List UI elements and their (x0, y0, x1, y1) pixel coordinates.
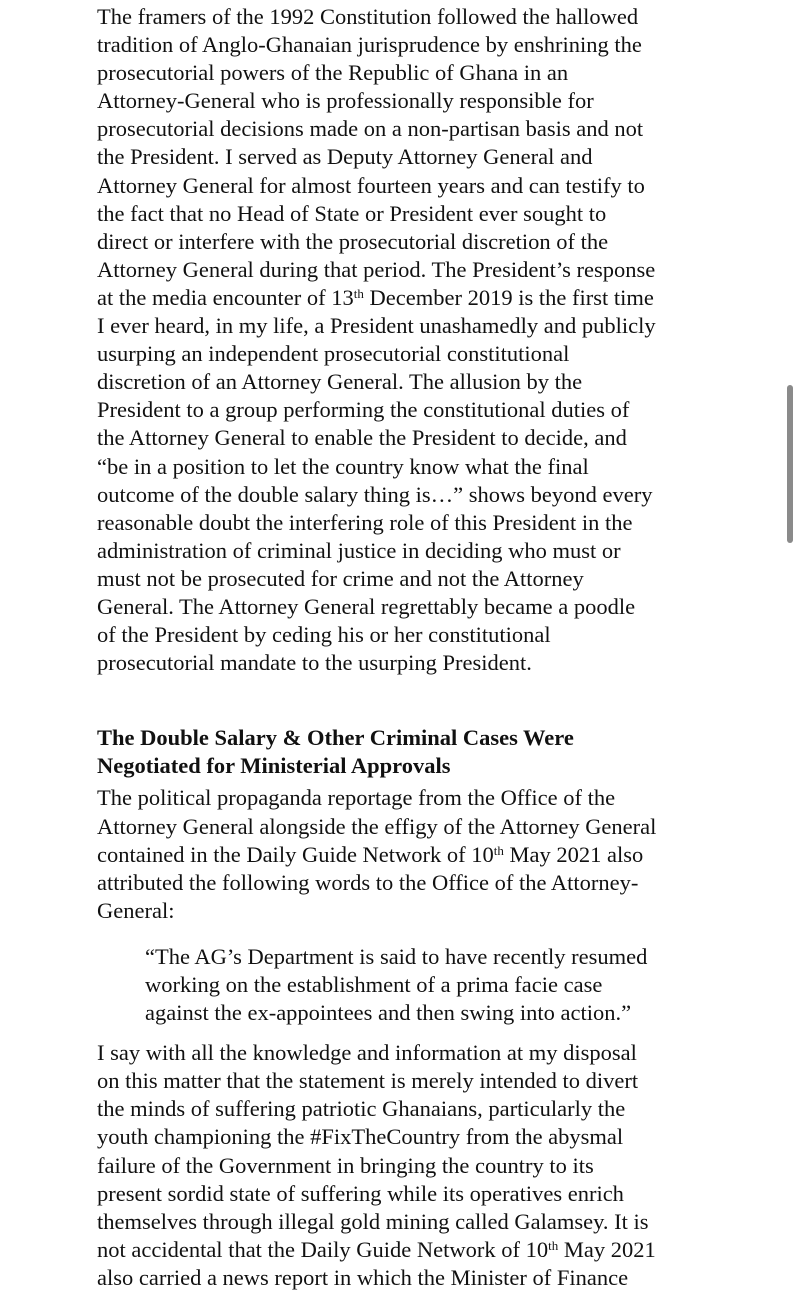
text-segment: I ever heard, in my life, a President unashamedly and publicly (97, 313, 656, 339)
text-line (97, 897, 757, 925)
text-segment: prosecutorial powers of the Republic of Ghana in an (97, 60, 569, 86)
text-line (97, 724, 757, 752)
text-segment: contained in the Daily Guide Network of 10 (97, 841, 494, 867)
text-segment: President to a group performing the constitutional duties of (97, 397, 630, 423)
text-segment: Attorney-General who is professionally responsible for (97, 88, 594, 114)
text-line (97, 87, 757, 115)
text-segment: themselves through illegal gold mining called Galamsey. It is (97, 1208, 649, 1234)
text-line (97, 424, 757, 452)
paragraph-fixthecountry (97, 1039, 757, 1292)
text-segment: Negotiated for Ministerial Approvals (97, 753, 451, 779)
text-line (97, 115, 757, 143)
text-segment: “be in a position to let the country know what the final (97, 453, 589, 479)
text-line (97, 813, 757, 841)
text-segment: Attorney General for almost fourteen years and can testify to (97, 172, 645, 198)
text-line (97, 537, 757, 565)
text-segment: the minds of suffering patriotic Ghanaians, particularly the (97, 1096, 626, 1122)
text-segment: working on the establishment of a prima facie case (145, 972, 603, 997)
text-line (97, 1180, 757, 1208)
text-segment: tradition of Anglo-Ghanaian jurisprudence by enshrining the (97, 32, 642, 58)
text-segment: reasonable doubt the interfering role of this President in the (97, 509, 633, 535)
text-segment: present sordid state of suffering while its operatives enrich (97, 1180, 624, 1206)
text-line (97, 172, 757, 200)
text-line (145, 943, 757, 971)
text-line (97, 784, 757, 812)
text-line (97, 1264, 757, 1292)
section-heading (97, 724, 757, 780)
text-segment: outcome of the double salary thing is…” shows beyond every (97, 481, 653, 507)
text-segment: at the media encounter of 13 (97, 284, 354, 310)
text-segment: December 2019 is the first time (363, 284, 654, 310)
text-segment: the President. I served as Deputy Attorney General and (97, 144, 593, 170)
text-line (97, 649, 757, 677)
paragraph-propaganda (97, 784, 757, 924)
text-line (97, 1236, 757, 1264)
text-line (97, 396, 757, 424)
text-line (97, 841, 757, 869)
text-line (97, 1208, 757, 1236)
text-segment: The framers of the 1992 Constitution followed the hallowed (97, 4, 639, 29)
text-line (97, 143, 757, 171)
text-segment: The political propaganda reportage from the Office of the (97, 785, 616, 811)
text-line (97, 59, 757, 87)
text-segment: the Attorney General to enable the President to decide, and (97, 425, 627, 451)
text-line (97, 256, 757, 284)
paragraph-constitution (97, 3, 757, 677)
text-segment: The Double Salary & Other Criminal Cases Were (97, 725, 574, 751)
text-segment: “The AG’s Department is said to have recently resumed (145, 943, 648, 969)
text-line (97, 1095, 757, 1123)
text-line (97, 200, 757, 228)
text-segment: failure of the Government in bringing the country to its (97, 1152, 594, 1178)
text-segment: of the President by ceding his or her constitutional (97, 622, 551, 648)
text-line (97, 481, 757, 509)
text-segment: General: (97, 897, 175, 923)
text-line (97, 3, 757, 31)
text-line (145, 971, 757, 999)
text-line (97, 1067, 757, 1095)
ordinal-superscript: th (353, 285, 364, 301)
text-line (97, 1039, 757, 1067)
text-line (97, 509, 757, 537)
text-line (145, 999, 757, 1027)
text-line (97, 593, 757, 621)
document-page (97, 3, 757, 1292)
text-segment: attributed the following words to the Office of the Attorney- (97, 869, 639, 895)
text-line (97, 284, 757, 312)
text-line (97, 1123, 757, 1151)
text-line (97, 453, 757, 481)
text-segment: must not be prosecuted for crime and not the Attorney (97, 565, 584, 591)
text-line (97, 752, 757, 780)
text-line (97, 340, 757, 368)
text-segment: Attorney General during that period. The President’s response (97, 256, 656, 282)
text-segment: also carried a news report in which the Minister of Finance (97, 1264, 629, 1290)
text-segment: youth championing the #FixTheCountry from the abysmal (97, 1124, 624, 1150)
text-segment: on this matter that the statement is merely intended to divert (97, 1068, 639, 1094)
text-segment: the fact that no Head of State or President ever sought to (97, 200, 607, 226)
text-segment: Attorney General alongside the effigy of the Attorney General (97, 813, 657, 839)
text-segment: prosecutorial mandate to the usurping President. (97, 650, 532, 676)
text-segment: administration of criminal justice in deciding who must or (97, 537, 621, 563)
text-line (97, 565, 757, 593)
ordinal-superscript: th (493, 842, 504, 858)
text-segment: usurping an independent prosecutorial constitutional (97, 341, 570, 367)
ordinal-superscript: th (548, 1237, 559, 1253)
scrollbar-thumb[interactable] (787, 385, 793, 543)
text-line (97, 621, 757, 649)
text-segment: against the ex-appointees and then swing into action.” (145, 1000, 632, 1026)
text-segment: I say with all the knowledge and information at my disposal (97, 1040, 637, 1066)
text-line (97, 31, 757, 59)
text-segment: May 2021 (558, 1236, 656, 1262)
text-line (97, 368, 757, 396)
text-line (97, 228, 757, 256)
text-line (97, 312, 757, 340)
text-segment: not accidental that the Daily Guide Network of 10 (97, 1236, 549, 1262)
text-segment: May 2021 also (503, 841, 644, 867)
text-line (97, 869, 757, 897)
text-line (97, 1152, 757, 1180)
text-segment: direct or interfere with the prosecutorial discretion of the (97, 228, 609, 254)
text-segment: General. The Attorney General regrettably became a poodle (97, 593, 636, 619)
text-segment: discretion of an Attorney General. The allusion by the (97, 369, 583, 395)
text-segment: prosecutorial decisions made on a non-partisan basis and not (97, 116, 644, 142)
block-quote (145, 943, 757, 1027)
